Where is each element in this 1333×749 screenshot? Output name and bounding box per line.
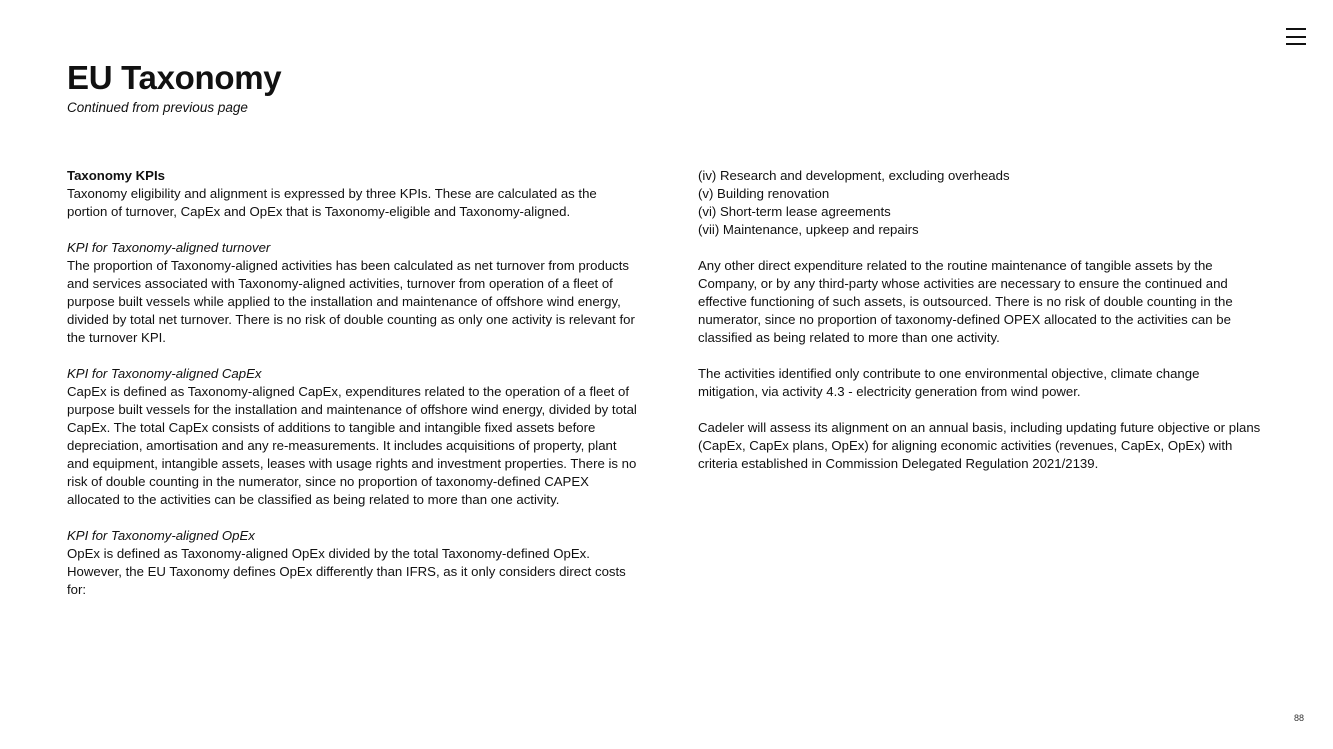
list-item: (vi) Short-term lease agreements xyxy=(698,204,891,219)
turnover-heading: KPI for Taxonomy-aligned turnover xyxy=(67,240,271,255)
capex-heading: KPI for Taxonomy-aligned CapEx xyxy=(67,366,262,381)
kpis-text: Taxonomy eligibility and alignment is expressed by three KPIs. These are calculated as the portion of turnover, CapEx and OpEx that is Taxonomy-eligible and Taxonomy-aligned. xyxy=(67,186,597,219)
list-item: (vii) Maintenance, upkeep and repairs xyxy=(698,222,919,237)
kpis-heading: Taxonomy KPIs xyxy=(67,168,165,183)
turnover-section xyxy=(67,239,639,347)
left-column xyxy=(67,167,639,617)
opex-text: OpEx is defined as Taxonomy-aligned OpEx divided by the total Taxonomy-defined OpEx. However, the EU Taxonomy defines OpEx differently than IFRS, as it only considers direct costs for: xyxy=(67,546,626,597)
page-title: EU Taxonomy xyxy=(67,59,282,96)
opex-heading: KPI for Taxonomy-aligned OpEx xyxy=(67,528,255,543)
outsourcing-paragraph: Any other direct expenditure related to the routine maintenance of tangible assets by the Company, or by any third-party whose activities are necessary to ensure the continued and effective functioning of such assets, is outsourced. There is no risk of double counting in the numerator, since no proportion of taxonomy-defined OPEX allocated to the activities can be classified as being related to more than one activity. xyxy=(698,258,1233,345)
hamburger-menu-icon[interactable] xyxy=(1286,28,1306,45)
menu-bar xyxy=(1286,43,1306,45)
page-number: 88 xyxy=(1294,713,1305,723)
list-item: (iv) Research and development, excluding overheads xyxy=(698,168,1010,183)
kpis-section xyxy=(67,167,639,221)
list-item: (v) Building renovation xyxy=(698,186,830,201)
menu-bar xyxy=(1286,36,1306,38)
objective-paragraph: The activities identified only contribute to one environmental objective, climate change mitigation, via activity 4.3 - electricity generation from wind power. xyxy=(698,366,1200,399)
opex-cost-list xyxy=(698,167,1263,239)
opex-section xyxy=(67,527,639,599)
capex-text: CapEx is defined as Taxonomy-aligned CapEx, expenditures related to the operation of a fleet of purpose built vessels for the installation and maintenance of offshore wind energy, divided by total CapEx. The total CapEx consists of additions to tangible and intangible fixed assets before depreciation, amortisation and any re-measurements. It includes acquisitions of property, plant and equipment, intangible assets, leases with usage rights and investment properties. There is no risk of double counting in the numerator, since no proportion of taxonomy-defined CAPEX allocated to the activities can be classified as being related to more than one activity. xyxy=(67,384,637,507)
turnover-text: The proportion of Taxonomy-aligned activities has been calculated as net turnover from products and services associated with Taxonomy-aligned activities, turnover from operation of a fleet of purpose built vessels while applied to the installation and maintenance of offshore wind energy, divided by total net turnover. There is no risk of double counting as only one activity is relevant for the turnover KPI. xyxy=(67,258,635,345)
page-subtitle: Continued from previous page xyxy=(67,100,248,115)
assessment-paragraph: Cadeler will assess its alignment on an annual basis, including updating future objective or plans (CapEx, CapEx plans, OpEx) for aligning economic activities (revenues, CapEx, OpEx) with criteria established in Commission Delegated Regulation 2021/2139. xyxy=(698,420,1261,471)
menu-bar xyxy=(1286,28,1306,30)
right-column xyxy=(698,167,1263,491)
capex-section xyxy=(67,365,639,509)
